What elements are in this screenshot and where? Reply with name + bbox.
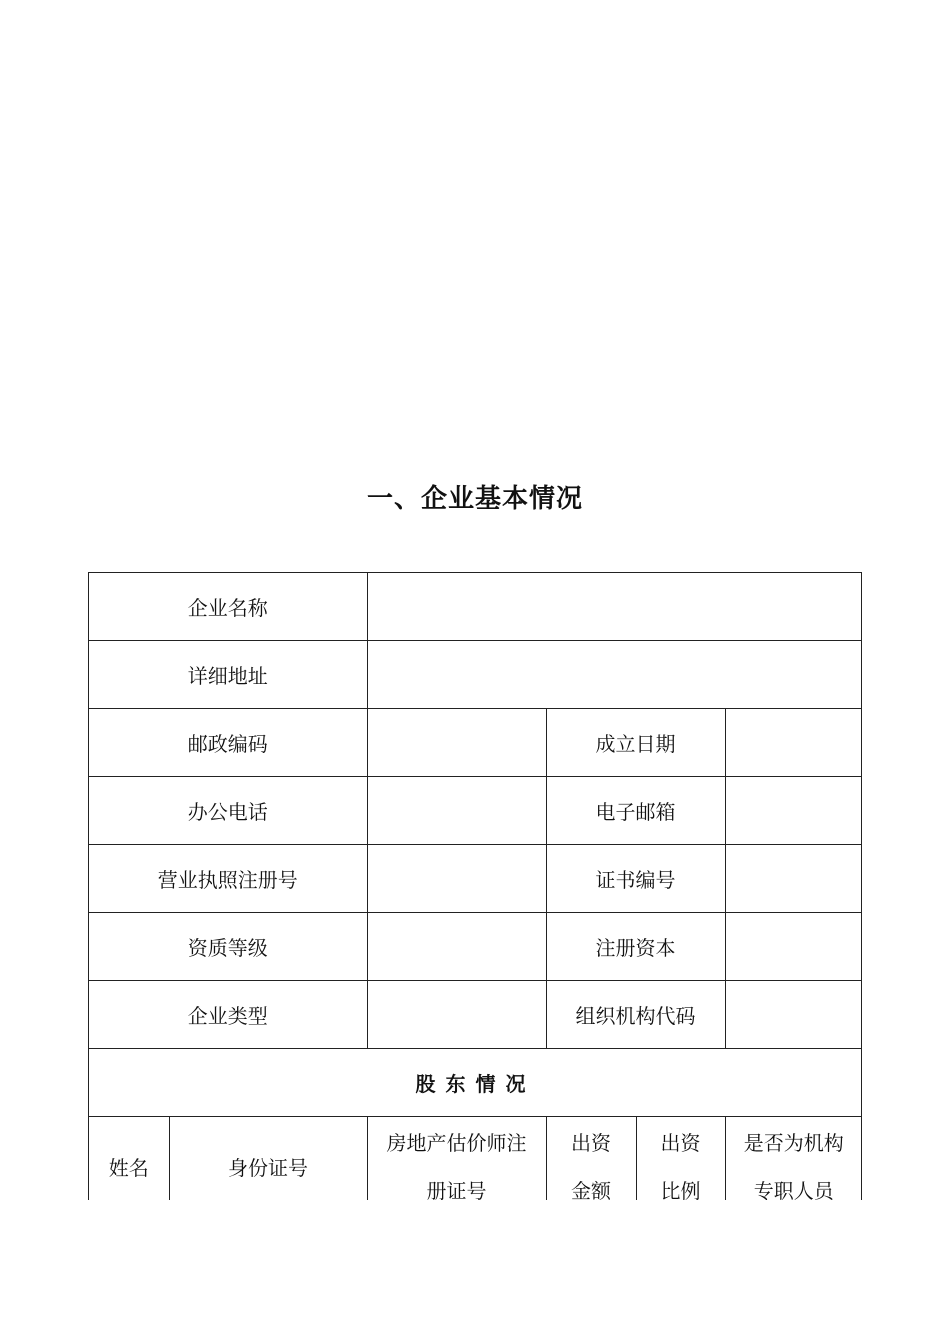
col-header-amount-line2: 金额	[571, 1179, 611, 1200]
col-header-ratio-line1: 出资	[660, 1131, 701, 1155]
address-field[interactable]	[367, 641, 862, 709]
enterprise-info-table	[89, 573, 862, 1200]
col-header-name: 姓名	[89, 1117, 169, 1201]
org-code-field[interactable]	[725, 981, 862, 1049]
label-founded-date: 成立日期	[546, 709, 725, 777]
postal-code-field[interactable]	[367, 709, 546, 777]
label-email: 电子邮箱	[546, 777, 725, 845]
label-org-code: 组织机构代码	[546, 981, 725, 1049]
qualification-level-field[interactable]	[367, 913, 546, 981]
label-qualification-level: 资质等级	[89, 913, 367, 981]
col-header-fulltime	[725, 1117, 862, 1201]
label-company-type: 企业类型	[89, 981, 367, 1049]
office-phone-field[interactable]	[367, 777, 546, 845]
row-phone-email	[89, 777, 862, 845]
row-qualification-capital	[89, 913, 862, 981]
col-header-appraiser-reg	[367, 1117, 546, 1201]
label-registered-capital: 注册资本	[546, 913, 725, 981]
col-header-appraiser-reg-line1: 房地产估价师注	[386, 1131, 527, 1155]
row-address	[89, 641, 862, 709]
row-postal-founded	[89, 709, 862, 777]
certificate-no-field[interactable]	[725, 845, 862, 913]
col-header-ratio-line2: 比例	[660, 1179, 701, 1200]
col-header-amount-line1: 出资	[571, 1131, 611, 1155]
enterprise-info-form	[88, 572, 862, 1200]
label-license-no: 营业执照注册号	[89, 845, 367, 913]
shareholders-section-title: 股东情况	[89, 1049, 862, 1117]
label-company-name: 企业名称	[89, 573, 367, 641]
company-type-field[interactable]	[367, 981, 546, 1049]
col-header-amount	[546, 1117, 636, 1201]
license-no-field[interactable]	[367, 845, 546, 913]
row-type-orgcode	[89, 981, 862, 1049]
founded-date-field[interactable]	[725, 709, 862, 777]
col-header-fulltime-line1: 是否为机构	[743, 1131, 844, 1155]
row-license-certificate	[89, 845, 862, 913]
row-shareholders-header	[89, 1049, 862, 1117]
company-name-field[interactable]	[367, 573, 862, 641]
col-header-ratio	[636, 1117, 725, 1201]
registered-capital-field[interactable]	[725, 913, 862, 981]
col-header-id-number: 身份证号	[169, 1117, 367, 1201]
row-company-name	[89, 573, 862, 641]
label-postal-code: 邮政编码	[89, 709, 367, 777]
email-field[interactable]	[725, 777, 862, 845]
label-address: 详细地址	[89, 641, 367, 709]
label-office-phone: 办公电话	[89, 777, 367, 845]
col-header-fulltime-line2: 专职人员	[753, 1179, 834, 1200]
page-title: 一、企业基本情况	[366, 484, 583, 514]
row-shareholder-columns	[89, 1117, 862, 1201]
col-header-appraiser-reg-line2: 册证号	[426, 1179, 487, 1200]
label-certificate-no: 证书编号	[546, 845, 725, 913]
